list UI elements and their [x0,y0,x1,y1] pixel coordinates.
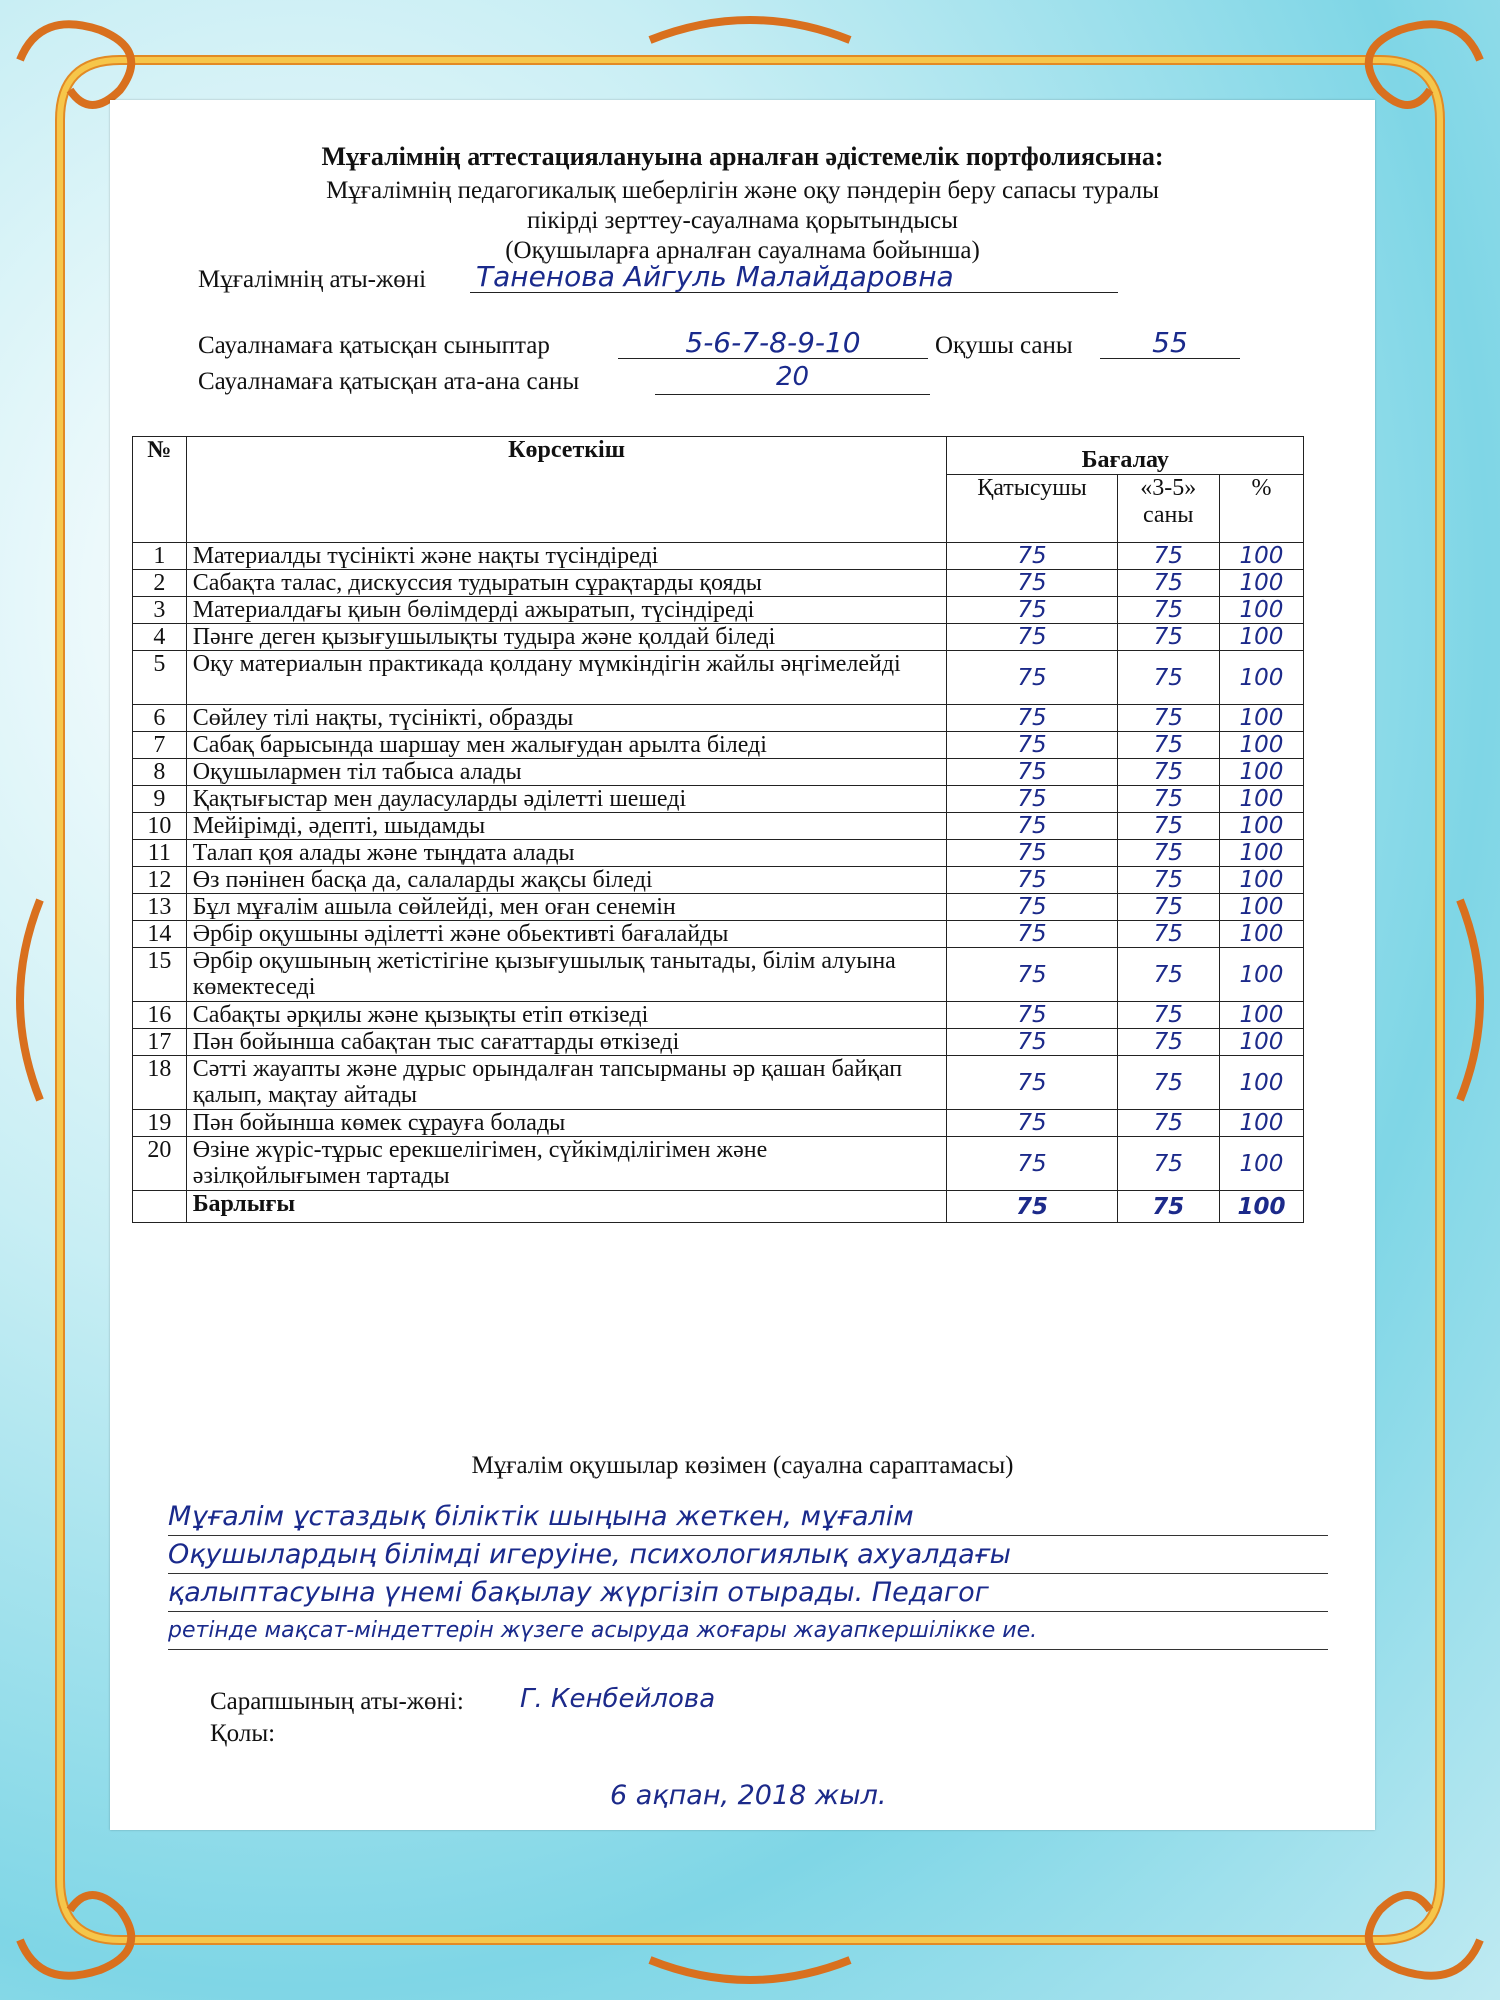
row-number: 8 [133,759,187,786]
row-indicator: Сабақта талас, дискуссия тудыратын сұрақтарды қояды [186,570,947,597]
row-percent: 100 [1219,1056,1303,1110]
row-indicator: Пәнге деген қызығушылықты тудыра және қолдай біледі [186,624,947,651]
row-indicator: Әрбір оқушының жетістігіне қызығушылық танытады, білім алуына көмектеседі [186,948,947,1002]
col-indicator-header: Көрсеткіш [186,437,947,543]
row-indicator: Материалды түсінікті және нақты түсіндіреді [186,543,947,570]
row-count: 75 [1117,759,1219,786]
row-indicator: Сөйлеу тілі нақты, түсінікті, образды [186,705,947,732]
expert-label: Сарапшының аты-жөні: [210,1688,464,1715]
row-percent: 100 [1219,651,1303,705]
table-row [133,570,1304,597]
row-percent: 100 [1219,732,1303,759]
expert-comment [168,1498,1328,1650]
row-number: 11 [133,840,187,867]
col-percent-header: % [1219,475,1303,543]
row-percent: 100 [1219,1029,1303,1056]
row-participant: 75 [947,759,1117,786]
row-indicator: Өзіне жүріс-тұрыс ерекшелігімен, сүйкімділігімен және әзілқойлығымен тартады [186,1137,947,1191]
doc-subtitle-2: пікірді зерттеу-сауалнама қорытындысы [527,207,958,234]
total-percent: 100 [1219,1191,1303,1223]
row-percent: 100 [1219,813,1303,840]
row-percent: 100 [1219,948,1303,1002]
row-count: 75 [1117,1056,1219,1110]
comment-line-3: қалыптасуына үнемі бақылау жүргізіп отырады. Педагог [168,1574,1328,1612]
students-label: Оқушы саны [935,332,1073,359]
row-count: 75 [1117,867,1219,894]
row-number: 12 [133,867,187,894]
row-indicator: Сабақты әрқилы және қызықты етіп өткізеді [186,1002,947,1029]
col-participant-header: Қатысушы [947,475,1117,543]
classes-label: Сауалнамаға қатысқан сыныптар [198,332,550,359]
row-indicator: Өз пәнінен басқа да, салаларды жақсы біледі [186,867,947,894]
row-indicator: Әрбір оқушыны әділетті және обьективті бағалайды [186,921,947,948]
row-participant: 75 [947,813,1117,840]
row-count: 75 [1117,1002,1219,1029]
row-percent: 100 [1219,597,1303,624]
row-count: 75 [1117,732,1219,759]
summary-title: Мұғалім оқушылар көзімен (сауална сараптамасы) [471,1452,1014,1479]
parents-value: 20 [775,362,810,392]
row-participant: 75 [947,570,1117,597]
row-percent: 100 [1219,570,1303,597]
row-indicator: Пән бойынша сабақтан тыс сағаттарды өткізеді [186,1029,947,1056]
parents-field [655,362,930,395]
row-number: 15 [133,948,187,1002]
comment-line-2: Оқушылардың білімді игеруіне, психологиялық ахуалдағы [168,1536,1328,1574]
row-participant: 75 [947,1002,1117,1029]
table-row [133,543,1304,570]
table-row [133,840,1304,867]
table-row [133,597,1304,624]
survey-document [110,100,1375,1830]
col-count-header: «3-5» саны [1117,475,1219,543]
parents-label: Сауалнамаға қатысқан ата-ана саны [198,368,580,395]
total-participant: 75 [947,1191,1117,1223]
row-participant: 75 [947,948,1117,1002]
row-count: 75 [1117,705,1219,732]
table-row [133,921,1304,948]
row-count: 75 [1117,624,1219,651]
table-row [133,759,1304,786]
row-indicator: Сәтті жауапты және дұрыс орындалған тапсырманы әр қашан байқап қалып, мақтау айтады [186,1056,947,1110]
row-percent: 100 [1219,1002,1303,1029]
row-count: 75 [1117,570,1219,597]
row-number: 5 [133,651,187,705]
row-participant: 75 [947,732,1117,759]
row-participant: 75 [947,705,1117,732]
row-number: 4 [133,624,187,651]
row-count: 75 [1117,813,1219,840]
col-num-header: № [133,437,187,543]
row-participant: 75 [947,1110,1117,1137]
row-count: 75 [1117,543,1219,570]
row-indicator: Талап қоя алады және тыңдата алады [186,840,947,867]
table-row [133,1137,1304,1191]
row-participant: 75 [947,1056,1117,1110]
doc-subtitle-1: Мұғалімнің педагогикалық шеберлігін және оқу пәндерін беру сапасы туралы [326,177,1159,204]
comment-line-4: ретінде мақсат-міндеттерін жүзеге асыруда жоғары жауапкершілікке ие. [168,1612,1328,1650]
row-percent: 100 [1219,786,1303,813]
total-label: Барлығы [186,1191,947,1223]
table-row [133,1029,1304,1056]
row-indicator: Қақтығыстар мен дауласуларды әділетті шешеді [186,786,947,813]
row-count: 75 [1117,651,1219,705]
row-indicator: Пән бойынша көмек сұрауға болады [186,1110,947,1137]
row-indicator: Мейірімді, әдепті, шыдамды [186,813,947,840]
table-row [133,732,1304,759]
row-percent: 100 [1219,1137,1303,1191]
table-row [133,894,1304,921]
row-count: 75 [1117,948,1219,1002]
row-count: 75 [1117,597,1219,624]
row-participant: 75 [947,1029,1117,1056]
table-row [133,651,1304,705]
table-row [133,813,1304,840]
row-percent: 100 [1219,624,1303,651]
row-number: 18 [133,1056,187,1110]
row-number: 6 [133,705,187,732]
total-count: 75 [1117,1191,1219,1223]
teacher-name-value: Таненова Айгуль Малайдаровна [476,260,954,293]
row-indicator: Материалдағы қиын бөлімдерді ажыратып, түсіндіреді [186,597,947,624]
row-count: 75 [1117,786,1219,813]
row-participant: 75 [947,651,1117,705]
survey-table [132,436,1304,1223]
table-row [133,786,1304,813]
row-number: 13 [133,894,187,921]
doc-subtitle-3: (Оқушыларға арналған сауалнама бойынша) [505,237,980,264]
date-value: 6 ақпан, 2018 жыл. [610,1780,887,1811]
row-number: 1 [133,543,187,570]
row-participant: 75 [947,786,1117,813]
table-row [133,624,1304,651]
row-participant: 75 [947,543,1117,570]
teacher-label: Мұғалімнің аты-жөні [198,266,427,293]
row-number: 9 [133,786,187,813]
students-value: 55 [1152,326,1188,359]
table-row [133,948,1304,1002]
row-percent: 100 [1219,867,1303,894]
row-number: 7 [133,732,187,759]
table-row [133,705,1304,732]
row-participant: 75 [947,921,1117,948]
row-percent: 100 [1219,840,1303,867]
row-percent: 100 [1219,705,1303,732]
table-row [133,867,1304,894]
row-participant: 75 [947,624,1117,651]
comment-line-1: Мұғалім ұстаздық біліктік шыңына жеткен, мұғалім [168,1498,1328,1536]
row-number: 17 [133,1029,187,1056]
classes-value: 5-6-7-8-9-10 [685,326,861,359]
doc-title: Мұғалімнің аттестациялануына арналған әдістемелік портфолиясына: [321,142,1164,171]
row-percent: 100 [1219,759,1303,786]
students-field [1100,326,1240,359]
row-participant: 75 [947,867,1117,894]
signature-label: Қолы: [210,1720,276,1747]
col-rating-header: Бағалау [947,437,1304,475]
row-number: 19 [133,1110,187,1137]
table-row [133,1056,1304,1110]
row-indicator: Оқушылармен тіл табыса алады [186,759,947,786]
row-participant: 75 [947,1137,1117,1191]
row-count: 75 [1117,1137,1219,1191]
table-row [133,1110,1304,1137]
table-row [133,1002,1304,1029]
row-number: 2 [133,570,187,597]
row-percent: 100 [1219,894,1303,921]
row-count: 75 [1117,921,1219,948]
row-indicator: Бұл мұғалім ашыла сөйлейді, мен оған сенемін [186,894,947,921]
row-indicator: Сабақ барысында шаршау мен жалығудан арылта біледі [186,732,947,759]
row-number: 16 [133,1002,187,1029]
row-count: 75 [1117,840,1219,867]
row-participant: 75 [947,840,1117,867]
row-percent: 100 [1219,921,1303,948]
row-percent: 100 [1219,543,1303,570]
row-count: 75 [1117,894,1219,921]
total-row [133,1191,1304,1223]
row-percent: 100 [1219,1110,1303,1137]
teacher-name-field [470,260,1118,293]
row-number: 14 [133,921,187,948]
row-number: 20 [133,1137,187,1191]
expert-name: Г. Кенбейлова [520,1684,716,1714]
row-participant: 75 [947,597,1117,624]
row-count: 75 [1117,1029,1219,1056]
row-participant: 75 [947,894,1117,921]
row-number: 10 [133,813,187,840]
row-number: 3 [133,597,187,624]
row-indicator: Оқу материалын практикада қолдану мүмкіндігін жайлы әңгімелейді [186,651,947,705]
row-count: 75 [1117,1110,1219,1137]
classes-field [618,326,928,359]
